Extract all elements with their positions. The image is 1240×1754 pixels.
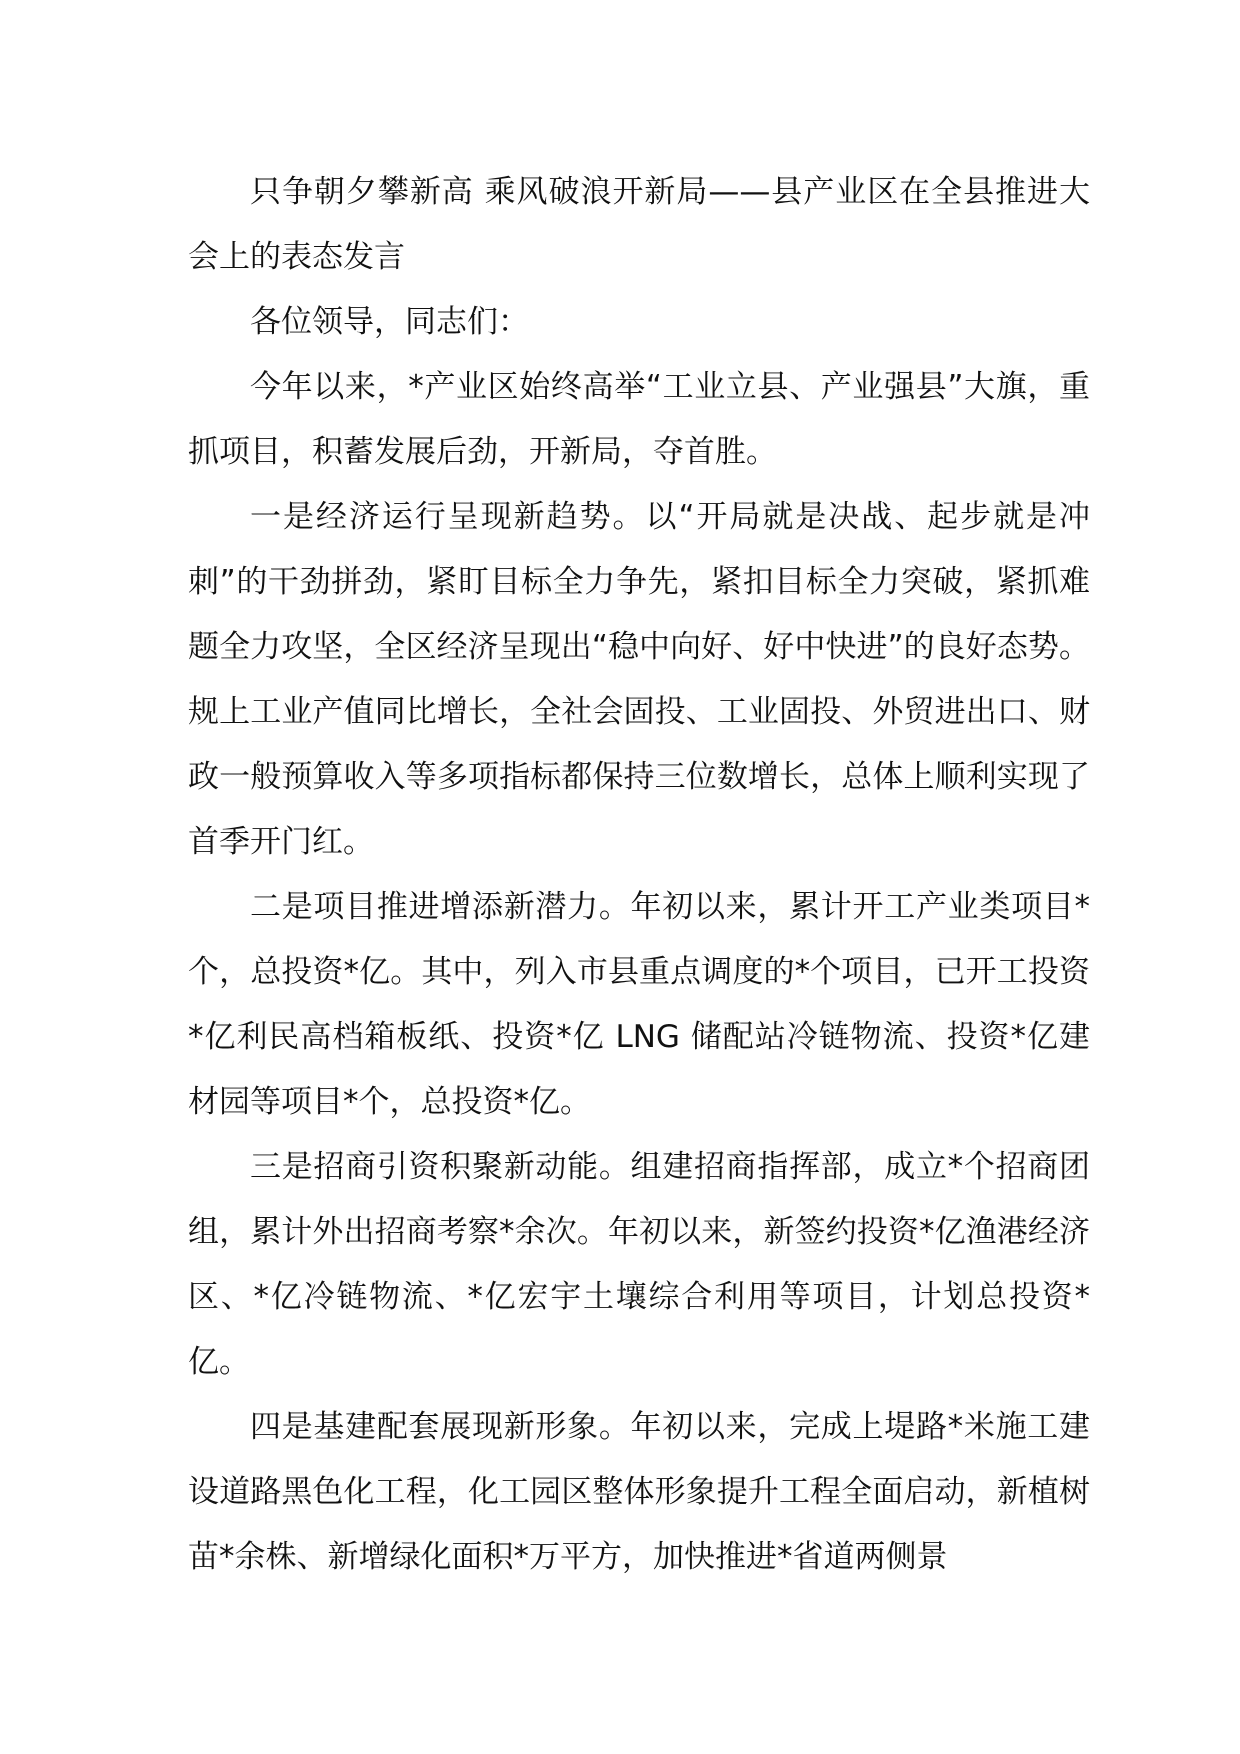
document-title: 只争朝夕攀新高 乘风破浪开新局——县产业区在全县推进大会上的表态发言 [188, 174, 1090, 275]
paragraph-projects: 二是项目推进增添新潜力。年初以来，累计开工产业类项目*个，总投资*亿。其中，列入市县重点调度的*个项目，已开工投资*亿利民高档箱板纸、投资*亿 LNG 储配站冷链物流、投资*亿建材园等项目*个，总投资*亿。 [188, 889, 1090, 1120]
paragraph-economy: 一是经济运行呈现新趋势。以“开局就是决战、起步就是冲刺”的干劲拼劲，紧盯目标全力争先，紧扣目标全力突破，紧抓难题全力攻坚，全区经济呈现出“稳中向好、好中快进”的良好态势。规上工业产值同比增长，全社会固投、工业固投、外贸进出口、财政一般预算收入等多项指标都保持三位数增长，总体上顺利实现了首季开门红。 [188, 499, 1090, 860]
paragraph-infrastructure: 四是基建配套展现新形象。年初以来，完成上堤路*米施工建设道路黑色化工程，化工园区整体形象提升工程全面启动，新植树苗*余株、新增绿化面积*万平方，加快推进*省道两侧景 [188, 1409, 1090, 1575]
document-body [188, 160, 1090, 1590]
paragraph-intro: 今年以来，*产业区始终高举“工业立县、产业强县”大旗，重抓项目，积蓄发展后劲，开新局，夺首胜。 [188, 369, 1090, 470]
salutation: 各位领导，同志们： [250, 304, 529, 340]
paragraph-investment: 三是招商引资积聚新动能。组建招商指挥部，成立*个招商团组，累计外出招商考察*余次。年初以来，新签约投资*亿渔港经济区、*亿冷链物流、*亿宏宇土壤综合利用等项目，计划总投资*亿。 [188, 1149, 1090, 1380]
